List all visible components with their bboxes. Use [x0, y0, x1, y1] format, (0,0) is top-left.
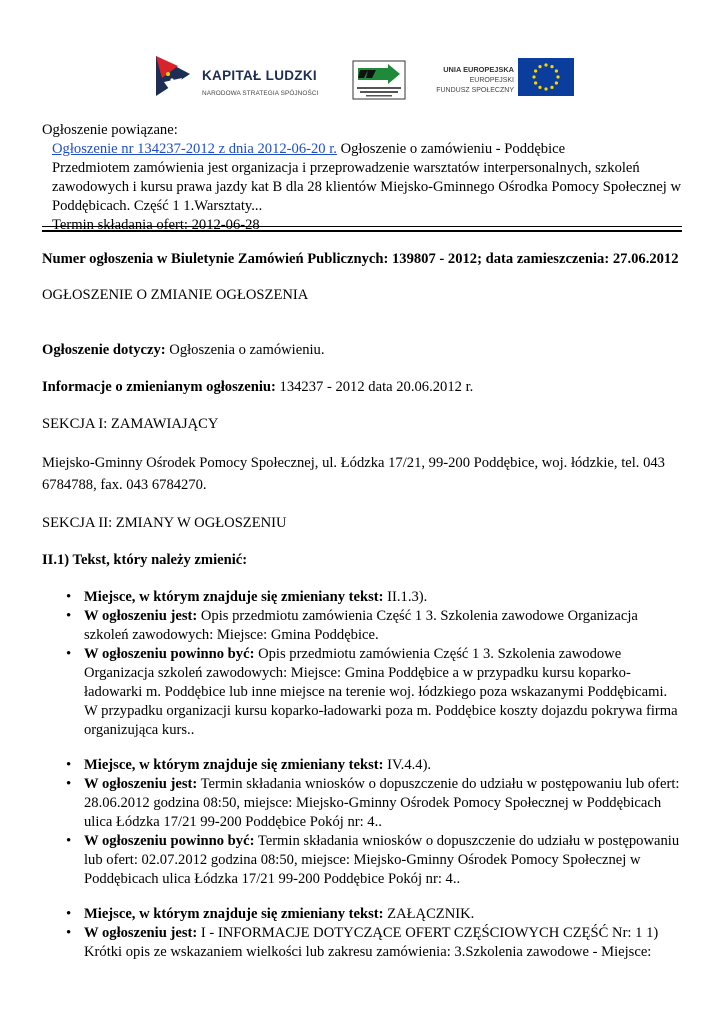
item-label: W ogłoszeniu jest:	[84, 925, 198, 941]
list-item	[84, 924, 682, 962]
eu-line3: FUNDUSZ SPOŁECZNY	[436, 87, 514, 94]
item-label: Miejsce, w którym znajduje się zmieniany tekst:	[84, 589, 384, 605]
change-group	[42, 588, 682, 740]
item-text: ZAŁĄCZNIK.	[383, 906, 475, 922]
list-item	[84, 645, 682, 740]
divider-thin	[42, 226, 682, 227]
notice-title: OGŁOSZENIE O ZMIANIE OGŁOSZENIA	[42, 287, 309, 303]
item-text: Termin składania wniosków o dopuszczenie do udziału w postępowaniu lub ofert: 02.07.2012 godzina 08:50, miejsce: Miejsko-Gminny Ośrodek Pomocy Społecznej w Poddębicach ulica Łódzka 17/21 99-200 Poddębice Pokój nr: 4..	[84, 833, 680, 887]
related-body	[42, 140, 682, 235]
item-text: Opis przedmiotu zamówienia Część 1 3. Szkolenia zawodowe Organizacja szkoleń zawodowych: Miejsce: Gmina Poddębice.	[84, 608, 638, 643]
item-label: Miejsce, w którym znajduje się zmieniany tekst:	[84, 906, 384, 922]
kapital-ludzki-emblem-icon	[152, 52, 198, 100]
kapital-ludzki-logo	[152, 52, 324, 100]
list-item	[84, 607, 682, 645]
eu-flag-icon	[518, 58, 574, 96]
related-notice	[42, 121, 682, 235]
concerns-label: Ogłoszenie dotyczy:	[42, 342, 166, 358]
eu-line1: UNIA EUROPEJSKA	[443, 65, 514, 74]
subsection-heading: II.1) Tekst, który należy zmienić:	[42, 552, 248, 568]
item-text: Termin składania wniosków o dopuszczenie do udziału w postępowaniu lub ofert: 28.06.2012 godzina 08:50, miejsce: Miejsko-Gminny Ośrodek Pomocy Społecznej w Poddębicach ulica Łódzka 17/21 99-200 Poddębice Pokój nr: 4..	[84, 776, 680, 830]
item-text: IV.4.4).	[383, 757, 432, 773]
item-text: I - INFORMACJE DOTYCZĄCE OFERT CZĘŚCIOWYCH CZĘŚĆ Nr: 1 1) Krótki opis ze wskazaniem wielkości lub zakresu zamówienia: 3.Szkolenia zawodowe - Miejsce:	[84, 925, 659, 960]
related-label: Ogłoszenie powiązane:	[42, 122, 178, 138]
item-label: W ogłoszeniu powinno być:	[84, 646, 255, 662]
notice-content	[42, 248, 682, 962]
list-item	[84, 775, 682, 832]
item-text: II.1.3).	[383, 589, 428, 605]
info-value: 134237 - 2012 data 20.06.2012 r.	[275, 379, 474, 395]
item-label: W ogłoszeniu powinno być:	[84, 833, 255, 849]
concerns-value: Ogłoszenia o zamówieniu.	[165, 342, 325, 358]
wup-arrow-icon	[352, 60, 406, 100]
kapital-ludzki-title: KAPITAŁ LUDZKI	[202, 68, 317, 83]
info-label: Informacje o zmienianym ogłoszeniu:	[42, 379, 276, 395]
related-notice-link[interactable]: Ogłoszenie nr 134237-2012 z dnia 2012-06-20 r.	[52, 141, 337, 157]
bzp-heading: Numer ogłoszenia w Biuletynie Zamówień Publicznych: 139807 - 2012; data zamieszczenia: 27.06.2012	[42, 251, 679, 267]
eu-efs-logo	[432, 58, 580, 98]
info-line	[42, 378, 682, 397]
related-description: Przedmiotem zamówienia jest organizacja i przeprowadzenie warsztatów interpersonalnych, szkoleń zawodowych i kursu prawa jazdy kat B dla 28 klientów Miejsko-Gminnego Ośrodka Pomocy Społecznej w Poddębicach. Część 1 1.Warsztaty...	[52, 160, 682, 214]
item-label: W ogłoszeniu jest:	[84, 608, 198, 624]
item-label: W ogłoszeniu jest:	[84, 776, 198, 792]
change-groups	[42, 588, 682, 962]
eu-line2: EUROPEJSKI	[469, 77, 514, 84]
item-label: Miejsce, w którym znajduje się zmieniany tekst:	[84, 757, 384, 773]
item-text: Opis przedmiotu zamówienia Część 1 3. Szkolenia zawodowe Organizacja szkoleń zawodowych: Miejsce: Gmina Poddębice a w przypadku kursu koparko-ładowarki m. Poddębice lub inne miejsce na terenie woj. łódzkiego poza wskazanymi Poddębicami. W przypadku organizacji kursu koparko-ładowarki poza m. Poddębice koszty dojazdu pokrywa firma organizująca kurs..	[84, 646, 678, 738]
related-after-link: Ogłoszenie o zamówieniu - Poddębice	[336, 141, 566, 157]
list-item	[84, 588, 682, 607]
change-group	[42, 756, 682, 889]
kapital-ludzki-subtitle: NARODOWA STRATEGIA SPÓJNOŚCI	[202, 90, 319, 97]
related-deadline: Termin składania ofert: 2012-06-28	[52, 217, 260, 233]
change-group	[42, 905, 682, 962]
section-1-heading: SEKCJA I: ZAMAWIAJĄCY	[42, 416, 219, 432]
concerns-line	[42, 341, 682, 360]
contracting-authority-address: Miejsko-Gminny Ośrodek Pomocy Społecznej, ul. Łódzka 17/21, 99-200 Poddębice, woj. łódzkie, tel. 043 6784788, fax. 043 6784270.	[42, 455, 665, 493]
list-item	[84, 905, 682, 924]
list-item	[84, 832, 682, 889]
section-2-heading: SEKCJA II: ZMIANY W OGŁOSZENIU	[42, 515, 287, 531]
list-item	[84, 756, 682, 775]
header-logos	[0, 52, 724, 102]
wup-lodz-logo	[352, 60, 406, 100]
divider-thick	[42, 230, 682, 232]
